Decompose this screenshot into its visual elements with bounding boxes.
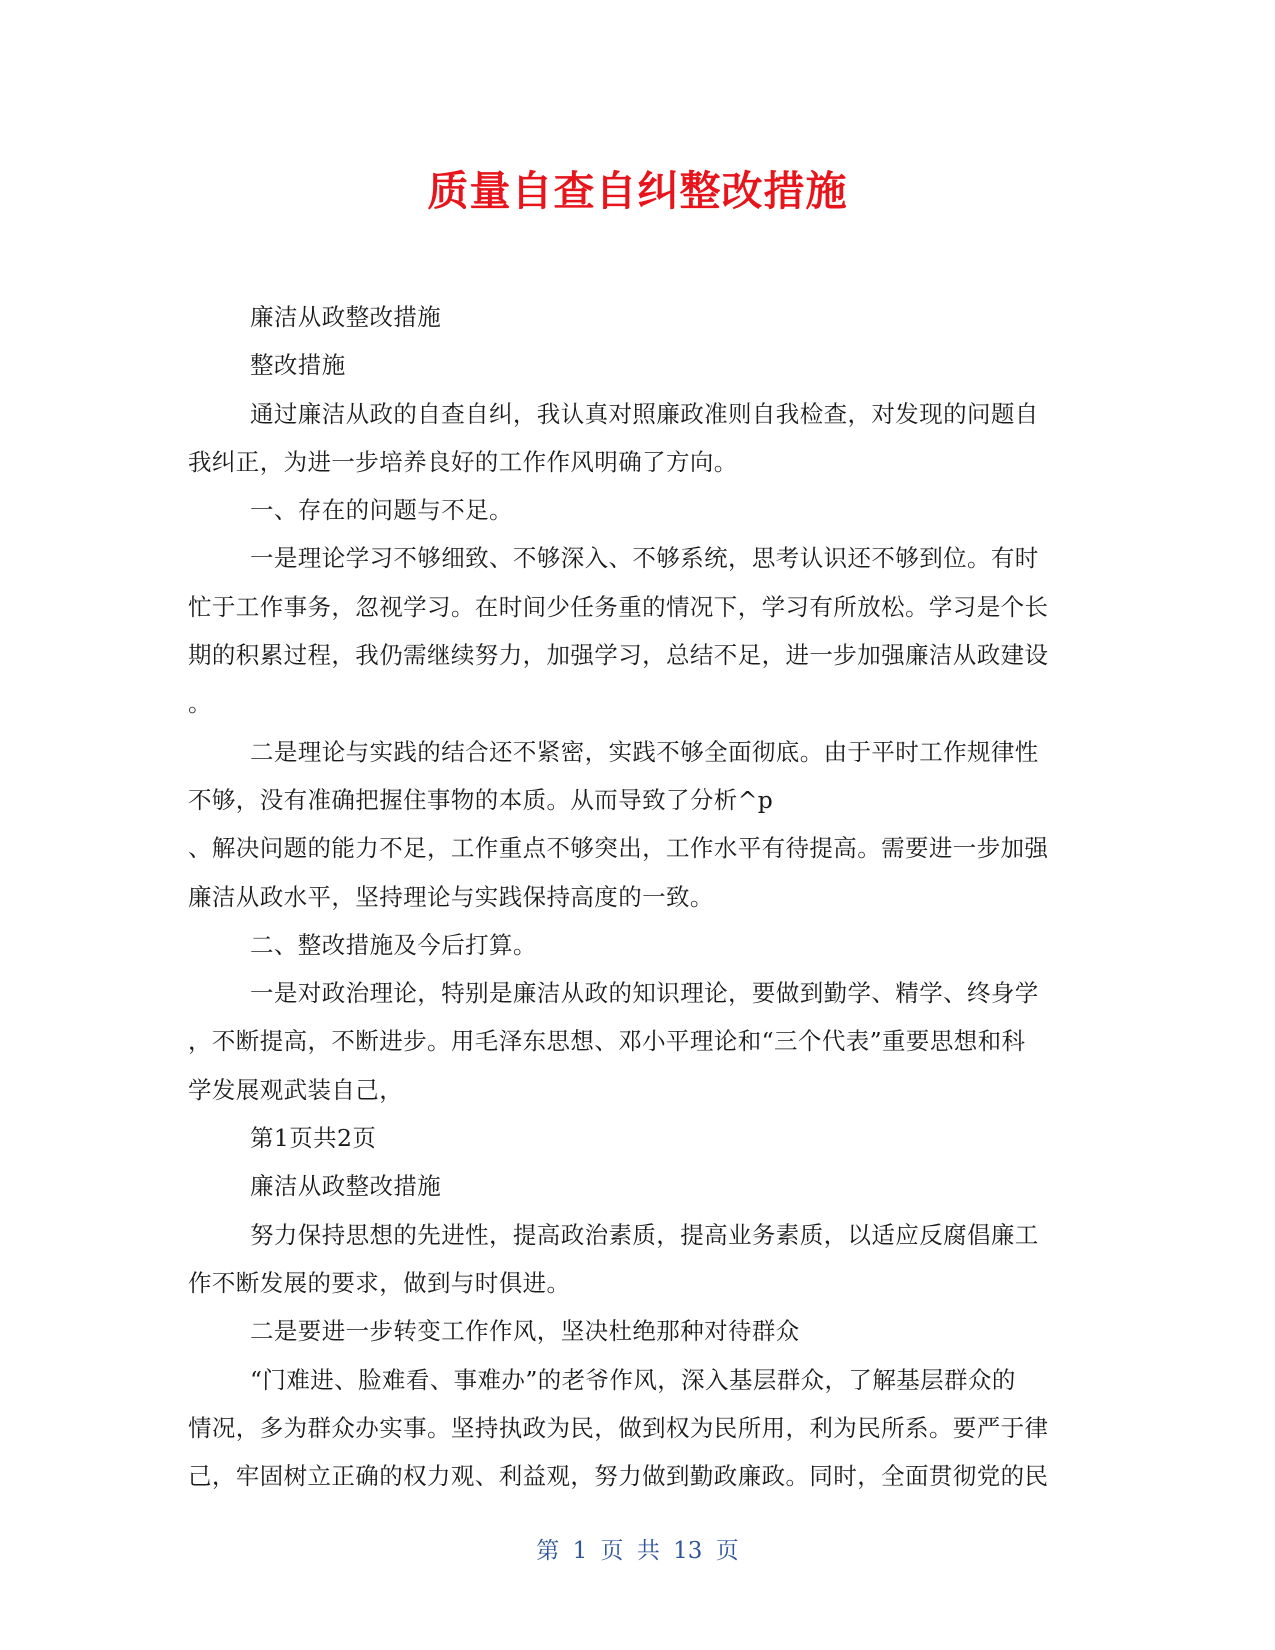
text-line: 情况，多为群众办实事。坚持执政为民，做到权为民所用，利为民所系。要严于律 bbox=[188, 1413, 1049, 1442]
text-line: 己，牢固树立正确的权力观、利益观，努力做到勤政廉政。同时，全面贯彻党的民 bbox=[188, 1462, 1049, 1491]
text-line: 学发展观武装自己， bbox=[188, 1075, 404, 1104]
text-line: 、解决问题的能力不足，工作重点不够突出，工作水平有待提高。需要进一步加强 bbox=[188, 834, 1049, 863]
text-line: 忙于工作事务，忽视学习。在时间少任务重的情况下，学习有所放松。学习是个长 bbox=[188, 592, 1049, 621]
page-title: 质量自查自纠整改措施 bbox=[427, 167, 848, 215]
text-line: 通过廉洁从政的自查自纠，我认真对照廉政准则自我检查，对发现的问题自 bbox=[250, 399, 1039, 428]
text-line: 第1页共2页 bbox=[250, 1124, 377, 1153]
text-line: 努力保持思想的先进性，提高政治素质，提高业务素质，以适应反腐倡廉工 bbox=[250, 1220, 1039, 1249]
text-line: ，不断提高，不断进步。用毛泽东思想、邓小平理论和“三个代表”重要思想和科 bbox=[188, 1027, 1026, 1056]
text-line: 二是要进一步转变工作作风，坚决杜绝那种对待群众 bbox=[250, 1317, 800, 1346]
body-text bbox=[188, 293, 1088, 1500]
page-footer: 第 1 页 共 13 页 bbox=[536, 1538, 739, 1564]
text-line: 二是理论与实践的结合还不紧密，实践不够全面彻底。由于平时工作规律性 bbox=[250, 737, 1039, 766]
text-line: 期的积累过程，我仍需继续努力，加强学习，总结不足，进一步加强廉洁从政建设 bbox=[188, 641, 1049, 670]
text-line: “门难进、脸难看、事难办”的老爷作风，深入基层群众，了解基层群众的 bbox=[250, 1365, 1016, 1394]
text-line: 作不断发展的要求，做到与时俱进。 bbox=[188, 1268, 571, 1297]
text-line: 。 bbox=[188, 689, 212, 718]
text-line: 廉洁从政水平，坚持理论与实践保持高度的一致。 bbox=[188, 882, 714, 911]
text-line: 一是理论学习不够细致、不够深入、不够系统，思考认识还不够到位。有时 bbox=[250, 544, 1039, 573]
text-line: 廉洁从政整改措施 bbox=[250, 1172, 442, 1201]
text-line: 廉洁从政整改措施 bbox=[250, 303, 442, 331]
text-line: 我纠正，为进一步培养良好的工作作风明确了方向。 bbox=[188, 447, 738, 476]
text-line: 一、存在的问题与不足。 bbox=[250, 496, 513, 525]
text-line: 一是对政治理论，特别是廉洁从政的知识理论，要做到勤学、精学、终身学 bbox=[250, 979, 1039, 1008]
text-line: 二、整改措施及今后打算。 bbox=[250, 930, 537, 959]
text-line: 不够，没有准确把握住事物的本质。从而导致了分析^p bbox=[188, 785, 774, 814]
text-line: 整改措施 bbox=[250, 351, 346, 380]
